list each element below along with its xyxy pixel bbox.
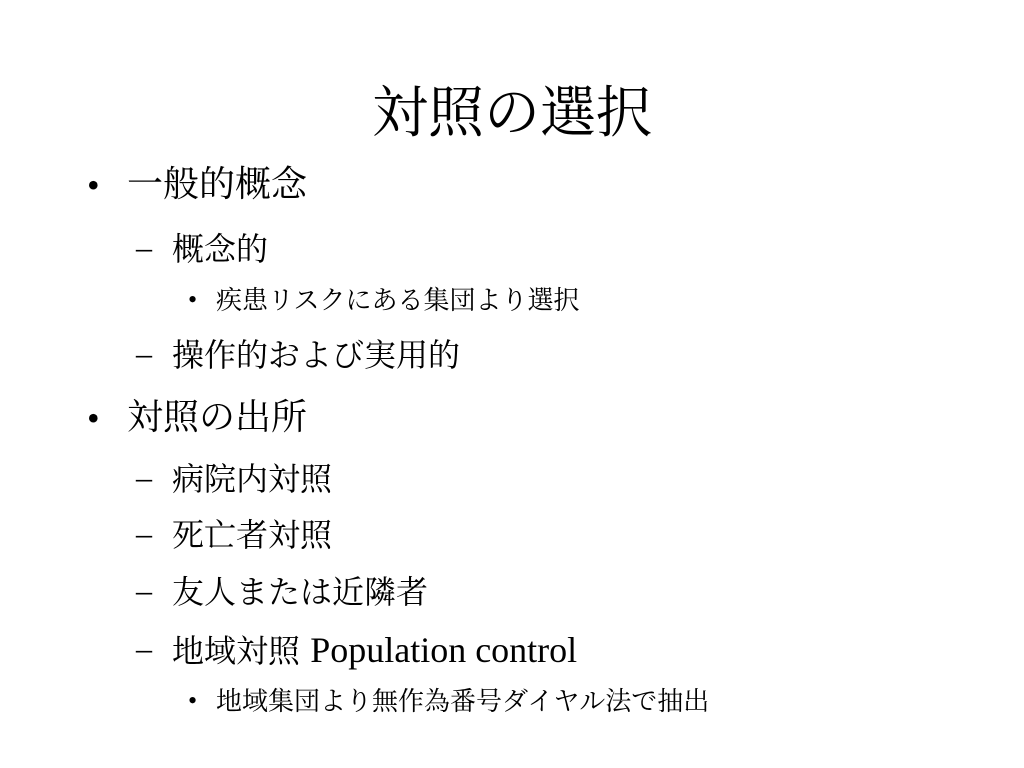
dash-marker: – <box>136 515 152 551</box>
sub-item-text: 操作的および実用的 <box>172 336 461 374</box>
sub-item-operational-practical <box>136 335 461 375</box>
bullet-marker: • <box>87 398 100 438</box>
bullet-marker: • <box>87 165 100 205</box>
dash-marker: – <box>136 459 152 495</box>
bullet-marker: • <box>188 686 198 715</box>
sub-item-text: 死亡者対照 <box>172 516 333 554</box>
dash-marker: – <box>136 572 152 608</box>
sub-item-text: 病院内対照 <box>172 460 333 498</box>
sub-sub-item-random-digit-dialing <box>188 685 710 719</box>
bullet-item-general-concept <box>87 163 308 207</box>
sub-item-friends-neighbors <box>136 572 429 612</box>
sub-sub-item-at-risk-population <box>188 284 580 318</box>
sub-item-text: 友人または近隣者 <box>172 573 429 611</box>
dash-marker: – <box>136 335 152 371</box>
sub-item-population-controls <box>136 630 578 671</box>
dash-marker: – <box>136 229 152 265</box>
sub-item-hospital-controls <box>136 459 333 499</box>
slide-title: 対照の選択 <box>372 81 652 146</box>
sub-item-text: 概念的 <box>172 230 269 268</box>
sub-item-text: 地域対照 <box>172 632 301 670</box>
sub-item-deceased-controls <box>136 515 333 555</box>
bullet-marker: • <box>188 285 198 314</box>
bullet-text: 対照の出所 <box>127 397 308 438</box>
sub-sub-item-text: 疾患リスクにある集団より選択 <box>216 286 580 316</box>
sub-item-conceptual <box>136 229 269 269</box>
bullet-item-control-sources <box>87 396 308 440</box>
sub-sub-item-text: 地域集団より無作為番号ダイヤル法で抽出 <box>216 687 710 717</box>
sub-item-latin-text: Population control <box>310 630 578 670</box>
dash-marker: – <box>136 630 152 666</box>
bullet-text: 一般的概念 <box>127 164 308 205</box>
